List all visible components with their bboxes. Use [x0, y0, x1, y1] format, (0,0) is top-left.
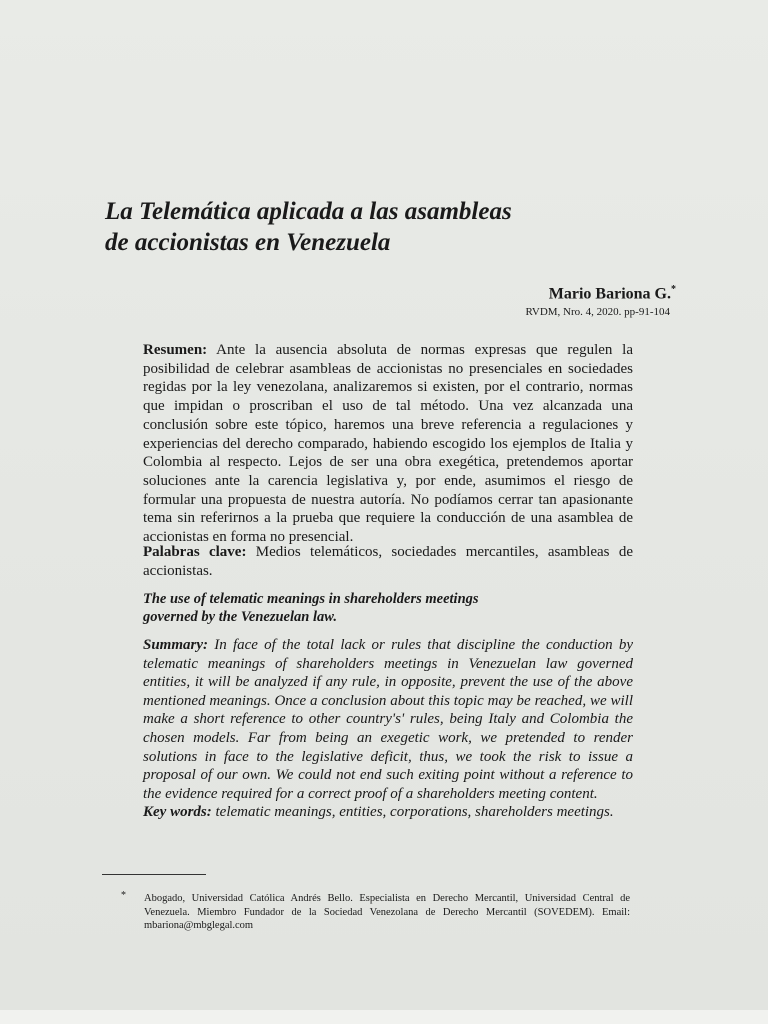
summary-english — [143, 636, 633, 803]
keywords-english-text: telematic meanings, entities, corporations, shareholders meetings. — [211, 804, 614, 820]
article-title-line-1: La Telemática aplicada a las asambleas — [105, 198, 512, 225]
keywords-spanish — [143, 543, 633, 580]
author-footnote-mark: * — [671, 284, 676, 295]
english-title-line-2: governed by the Venezuelan law. — [143, 609, 338, 625]
author-name — [549, 284, 676, 303]
footnote-text: Abogado, Universidad Católica Andrés Bello. Especialista en Derecho Mercantil, Universidad Central de Venezuela. Miembro Fundador de la Sociedad Venezolana de Derecho Mercantil (SOVEDEM). Email: mbariona@mbglegal.com — [144, 893, 630, 931]
article-title-line-2: de accionistas en Venezuela — [105, 229, 391, 256]
summary-label: Summary: — [143, 637, 209, 653]
keywords-spanish-text: Medios telemáticos, sociedades mercantiles, asambleas de accionistas. — [143, 544, 633, 579]
english-title — [143, 590, 633, 626]
keywords-english — [143, 803, 643, 822]
author-name-text: Mario Bariona G. — [548, 285, 671, 303]
article-title — [105, 196, 665, 258]
abstract-spanish — [143, 341, 633, 547]
keywords-spanish-label: Palabras clave: — [143, 544, 247, 560]
abstract-label: Resumen: — [143, 342, 208, 358]
footnote-mark: * — [121, 890, 126, 901]
summary-text: In face of the total lack or rules that discipline the conduction by telematic meanings of shareholders meetings in Venezuelan law governed entities, it will be analyzed if any rule, in opposite, prevent the use of the above mentioned meanings. Once a conclusion about this topic may be reached, we will make a short reference to other country's' rules, being Italy and Colombia the chosen models. Far from being an exegetic work, we pretended to render solutions in face to the legislative deficit, thus, we took the risk to issue a proposal of our own. We could not end such exiting point without a reference to the evidence required for a correct proof of a shareholders meeting content. — [143, 637, 633, 802]
english-title-line-1: The use of telematic meanings in shareholders meetings — [143, 591, 479, 607]
journal-citation: RVDM, Nro. 4, 2020. pp-91-104 — [525, 306, 670, 318]
keywords-english-label: Key words: — [143, 804, 212, 820]
abstract-text: Ante la ausencia absoluta de normas expresas que regulen la posibilidad de celebrar asambleas de accionistas no presenciales en sociedades regidas por la ley venezolana, analizaremos si existen, por el contrario, normas que impidan o proscriban el uso de tal método. Una vez alcanzada una conclusión sobre este tópico, haremos una breve referencia a regulaciones y experiencias del derecho comparado, habiendo escogido los ejemplos de Italia y Colombia al respecto. Lejos de ser una obra exegética, pretendemos aportar soluciones ante la carencia legislativa y, por ende, asumimos el riesgo de formular una propuesta de nuestra autoría. No podíamos cerrar tan apasionante tema sin referirnos a la prueba que requiere la conducción de una asamblea de accionistas en forma no presencial. — [143, 342, 633, 546]
page-bottom-edge — [0, 1010, 768, 1024]
footnote-divider — [102, 874, 206, 875]
